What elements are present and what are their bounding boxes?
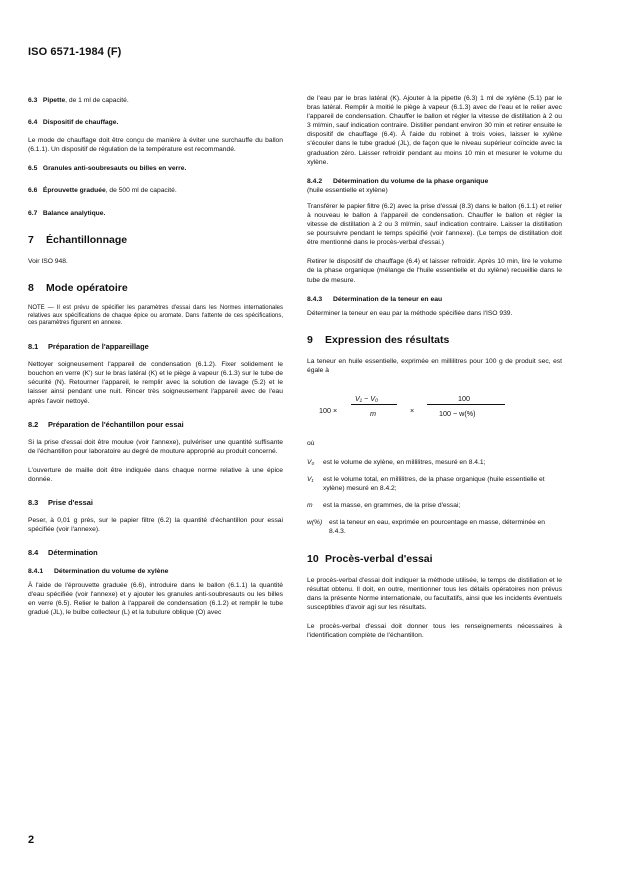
clause-number: 6.4 (28, 119, 38, 127)
document-header: ISO 6571-1984 (F) (28, 46, 122, 58)
section-10-text-2: Le procès-verbal d'essai doit donner tous les renseignements nécessaires à l'identification complète de l'échantillon. (307, 622, 562, 639)
clause-number: 6.7 (28, 209, 38, 217)
section-9-heading: 9 Expression des résultats (307, 333, 450, 346)
clause-8-1-heading: 8.1 Préparation de l'appareillage (28, 342, 149, 352)
right-column (307, 94, 562, 650)
clause-6-4 (28, 118, 283, 127)
clause-6-5 (28, 164, 283, 173)
variable-description: est le volume total, en millilitres, de la phase organique (huile essentielle et xylène) mesuré en 8.4.2; (323, 476, 545, 493)
clause-8-4-2-heading: 8.4.2 Détermination du volume de la phase organique (307, 177, 489, 185)
formula-numerator-2: 100 (458, 393, 470, 403)
page-number: 2 (28, 834, 35, 846)
clause-8-2-text-1: Si la prise d'essai doit être moulue (voir l'annexe), pulvériser une quantité suffisante de l'échantillon pour laboratoire au degré de mouture approprié au produit concerné. (28, 438, 283, 455)
clause-6-6 (28, 186, 283, 195)
formula-fraction-bar-2 (427, 404, 505, 405)
clause-8-4-1-text: À l'aide de l'éprouvette graduée (6.6), introduire dans le ballon (6.1.1) la quantité d'eau spécifiée (voir l'annexe) et y ajouter les granules anti-soubresauts ou les billes en verre (6.5). Relier le ballon à l'appareil de condensation (6.1.2) et remplir le tube gradué (JL), le bulbe collecteur (L) et la tubulure oblique (O) avec (28, 582, 283, 617)
variable-description: est la masse, en grammes, de la prise d'essai; (323, 502, 461, 510)
clause-8-3-heading: 8.3 Prise d'essai (28, 497, 93, 507)
clause-number: 6.3 (28, 97, 38, 104)
clause-8-4-2-text-2: Retirer le dispositif de chauffage (6.4) et laisser refroidir. Après 10 min, lire le volume de la phase organique (mélange de l'huile essentielle et du xylène) recueillie dans le tube de mesure. (307, 258, 562, 284)
formula-fraction-bar (351, 404, 397, 405)
variable-definition (307, 501, 562, 510)
left-column (28, 96, 283, 628)
section-7-heading: 7 Échantillonnage (28, 233, 128, 246)
clause-8-4-2-subtitle: (huile essentielle et xylène) (307, 186, 388, 194)
section-10-heading: 10 Procès-verbal d'essai (307, 552, 433, 565)
formula-times: × (410, 405, 415, 415)
clause-8-4-1-continued: de l'eau par le bras latéral (K). Ajouter à la pipette (6.3) 1 ml de xylène (5.1) par le bras latéral. Remplir à moitié le piège à vapeur (6.1.3) avec de l'eau et le relier avec l'appareil de condensation. Chauffer le ballon et régler la vitesse de distillation à 2 ou 3 ml/min, sauf indication contraire. Distiller pendant environ 30 min et retirer ensuite le dispositif de chauffage (6.4). À l'aide du robinet à trois voies, laisser le xylène s'écouler dans le tube gradué (JL), de façon que le niveau supérieur coïncide avec la graduation zéro. Laisser refroidir pendant au moins 10 min et mesurer le volume du xylène. (307, 95, 562, 166)
clause-title: Éprouvette graduée (42, 187, 106, 195)
variable-list (307, 458, 562, 537)
formula-numerator: V₁ − V₀ (355, 393, 379, 403)
clause-6-3 (28, 96, 283, 105)
formula-denominator: m (370, 408, 376, 418)
clause-8-4-heading: 8.4 Détermination (28, 548, 98, 558)
formula-denominator-2: 100 − w(%) (439, 408, 476, 418)
clause-8-2-text-2: L'ouverture de maille doit être indiquée dans chaque norme relative à une épice donnée. (28, 466, 283, 483)
clause-8-4-2-text-1: Transférer le papier filtre (6.2) avec la prise d'essai (8.3) dans le ballon (6.1.1) et relier à nouveau le ballon à l'appareil de condensation. Chauffer le ballon et régler la vitesse de distillation à 2 ou 3 ml/min, sauf indication contraire. Laisser la distillation se poursuivre pendant le temps spécifié (voir l'annexe). (Le temps de distillation doit être mentionné dans le procès-verbal d'essai.) (307, 202, 562, 247)
clause-title: Balance analytique. (42, 209, 106, 217)
variable-definition (307, 458, 562, 467)
variable-symbol: w(%) (307, 519, 323, 527)
section-10-text-1: Le procès-verbal d'essai doit indiquer la méthode utilisée, le temps de distillation et le résultat obtenu. Il doit, en outre, mentionner tous les détails opératoires non prévus dans la présente Norme internationale, ou facultatifs, ainsi que les incidents éventuels susceptibles d'avoir agi sur les résultats. (307, 576, 562, 611)
clause-number: 6.6 (28, 187, 38, 195)
clause-title: Pipette (42, 97, 66, 104)
clause-8-2-heading: 8.2 Préparation de l'échantillon pour essai (28, 419, 184, 429)
clause-8-4-3-heading: 8.4.3 Détermination de la teneur en eau (307, 295, 443, 303)
clause-8-1-text: Nettoyer soigneusement l'appareil de condensation (6.1.2). Fixer solidement le bouchon en verre (K') sur le bras latéral (K) et le piège à vapeur (6.1.3) sur le tube de sécurité (N). Retourner l'appareil, le remplir avec la solution de lavage (5.2) et le laisser ainsi pendant une nuit. Rincer très soigneusement l'appareil avec de l'eau après l'avoir nettoyé. (28, 361, 283, 405)
section-7-text: Voir ISO 948. (28, 257, 68, 265)
variable-definition (307, 475, 562, 493)
clause-number: 6.5 (28, 165, 38, 173)
result-formula (307, 387, 562, 433)
variable-symbol: m (307, 502, 313, 510)
section-9-text: La teneur en huile essentielle, exprimée en millilitres pour 100 g de produit sec, est égale à (307, 357, 562, 374)
formula-where: où (307, 439, 315, 447)
clause-8-3-text: Peser, à 0,01 g près, sur le papier filtre (6.2) la quantité d'échantillon pour essai spécifiée (voir l'annexe). (28, 516, 283, 534)
variable-description: est le volume de xylène, en millilitres, mesuré en 8.4.1; (323, 458, 486, 466)
variable-symbol: V₀ (307, 458, 315, 466)
clause-6-7 (28, 209, 283, 218)
clause-title: Granules anti-soubresauts ou billes en verre. (42, 165, 187, 173)
clause-8-4-3-text: Déterminer la teneur en eau par la méthode spécifiée dans l'ISO 939. (307, 309, 513, 317)
formula-factor: 100 × (319, 405, 338, 415)
section-8-note: NOTE — Il est prévu de spécifier les paramètres d'essai dans les Normes internationales relatives aux spécifications de chaque épice ou aromate. Dans l'attente de ces spécifications, ces paramètres figurent en annexe. (28, 304, 283, 327)
clause-text: , de 1 ml de capacité. (65, 97, 129, 104)
clause-title: Dispositif de chauffage. (42, 119, 119, 127)
variable-symbol: V₁ (307, 476, 314, 484)
clause-6-4-text: Le mode de chauffage doit être conçu de manière à éviter une surchauffe du ballon (6.1.1). Un dispositif de régulation de la température est recommandé. (28, 137, 283, 154)
section-8-heading: 8 Mode opératoire (28, 281, 128, 294)
clause-8-4-1-heading: 8.4.1 Détermination du volume de xylène (28, 568, 169, 576)
clause-text: , de 500 ml de capacité. (105, 187, 177, 195)
variable-description: est la teneur en eau, exprimée en pourcentage en masse, déterminée en 8.4.3. (329, 519, 545, 536)
variable-definition (307, 518, 562, 536)
